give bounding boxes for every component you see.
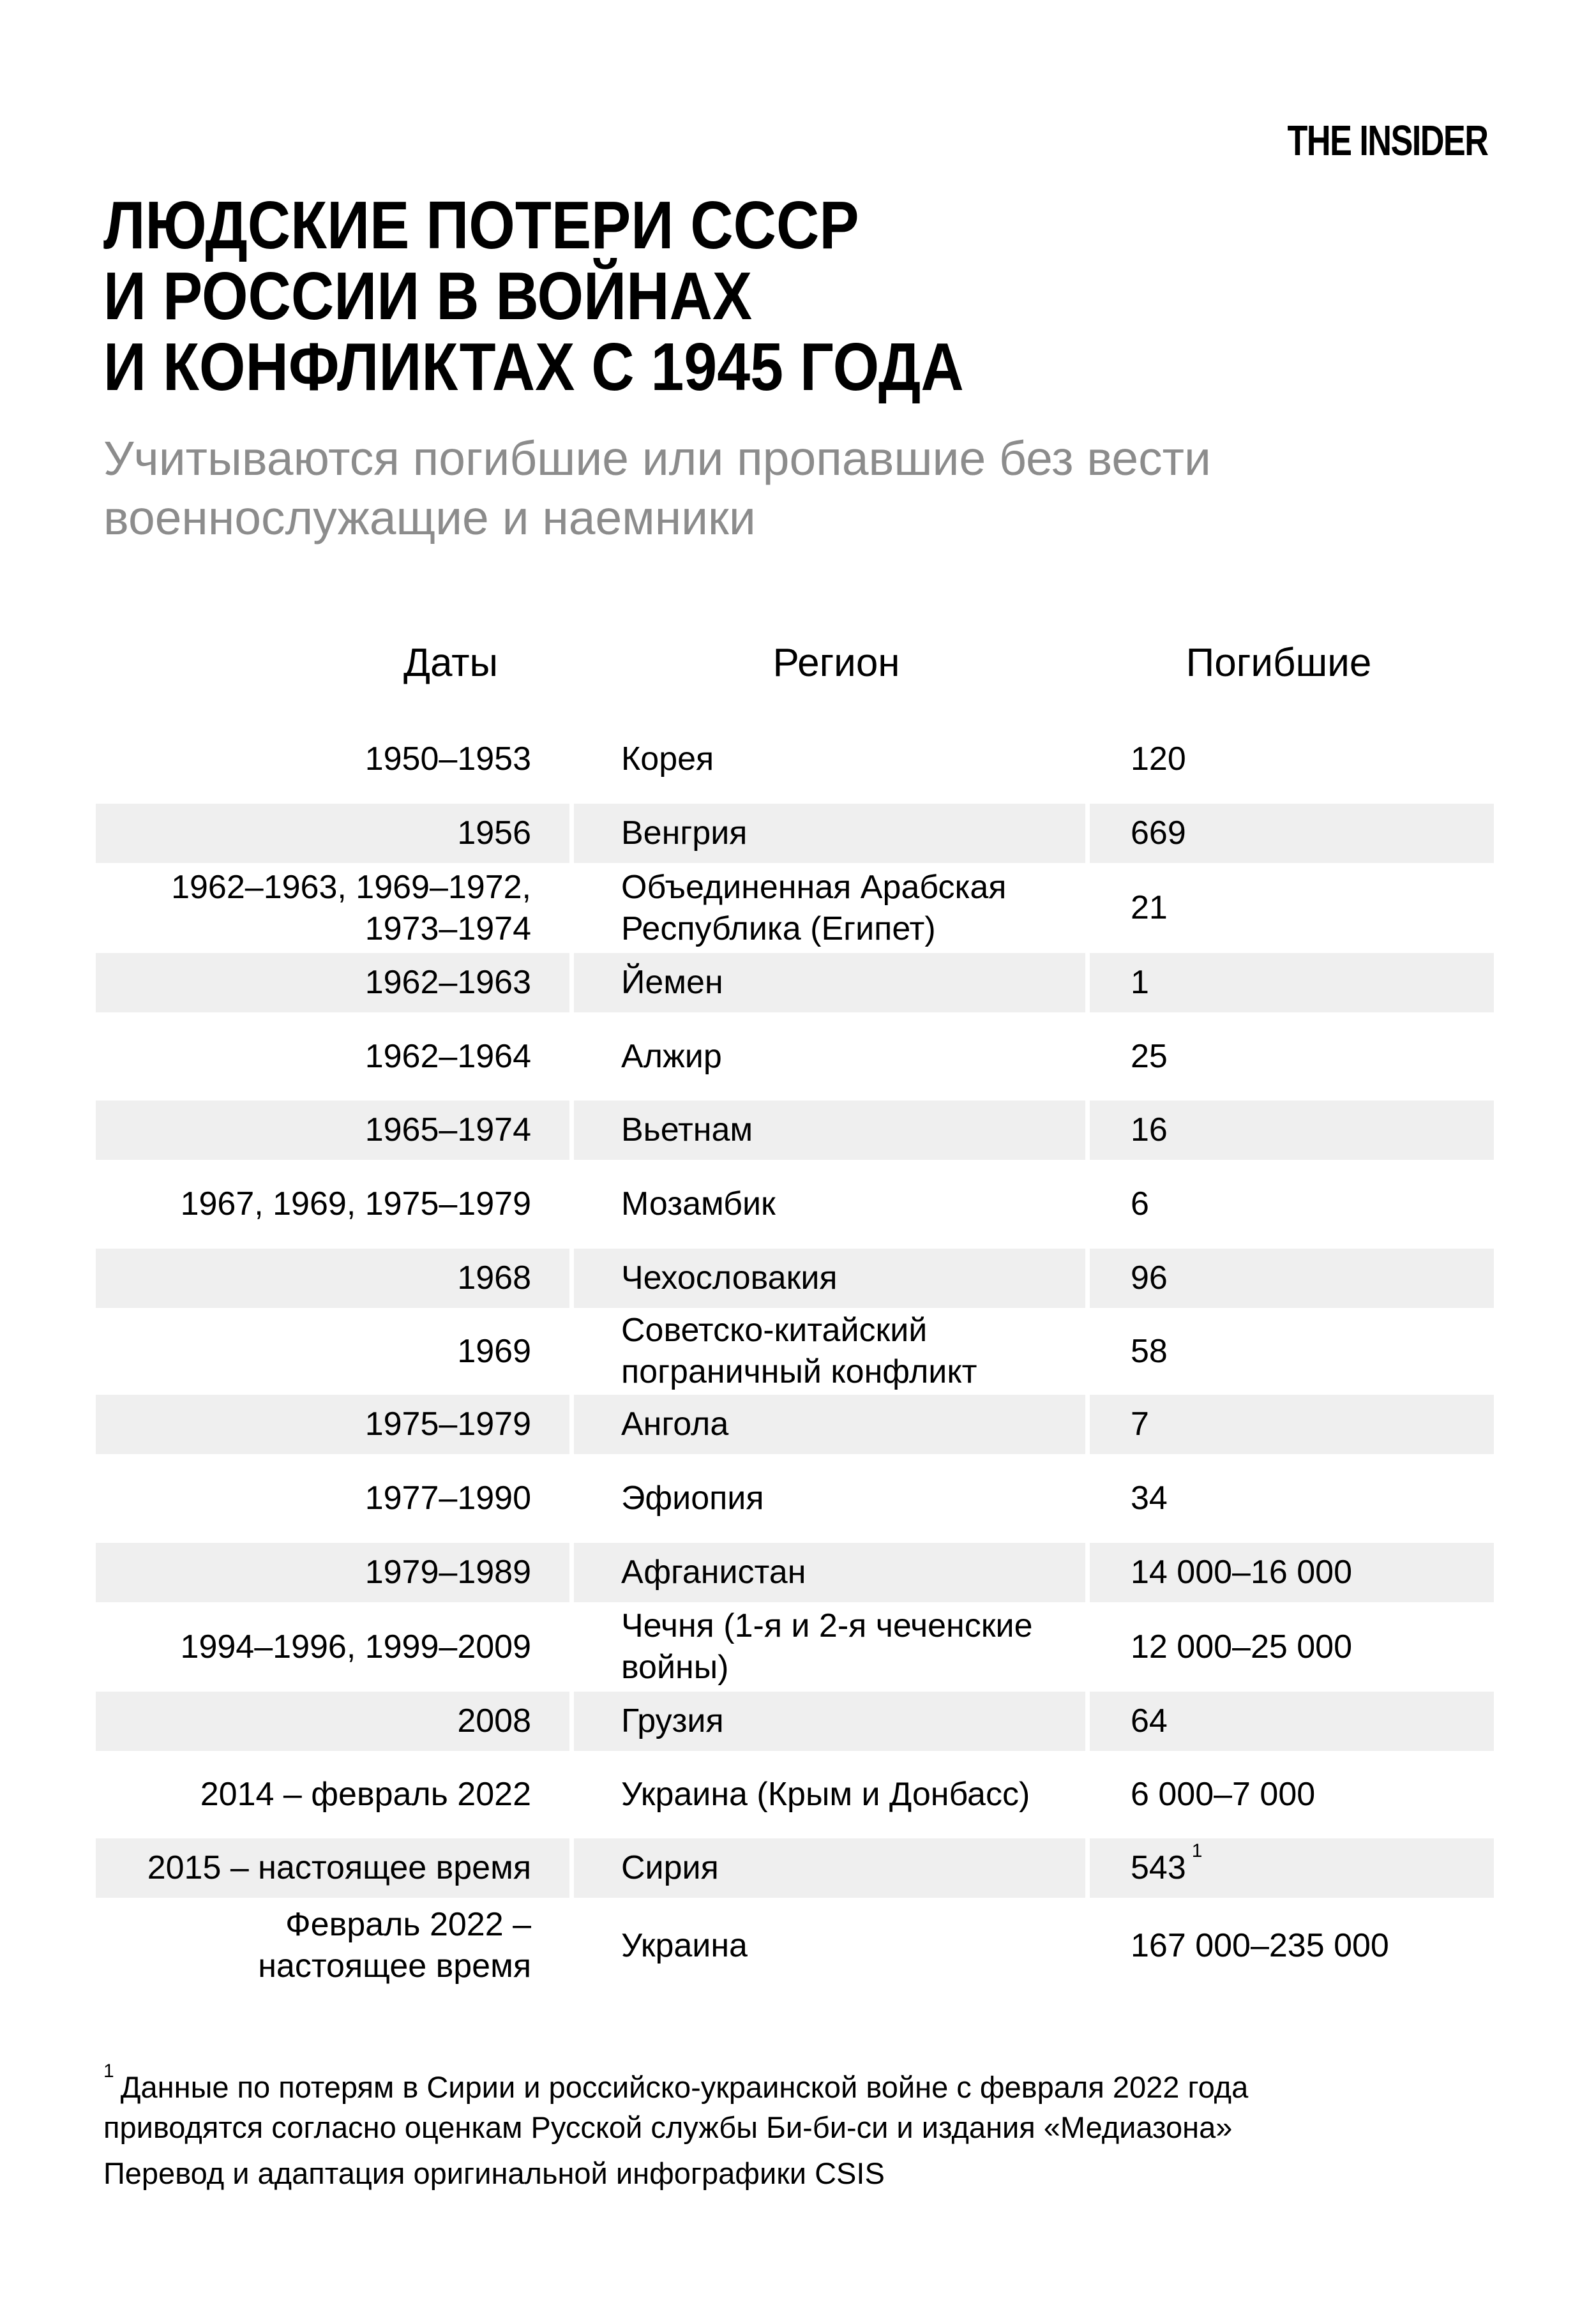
footnote-line-2: приводятся согласно оценкам Русской службы Би-би-си и издания «Медиазона» [103,2110,1233,2144]
region-value: Афганистан [621,1554,806,1591]
dates-cell [96,1249,569,1308]
table-row [96,715,1494,804]
deaths-cell [1090,1308,1494,1395]
table-row [96,804,1494,863]
region-value: Сирия [621,1849,719,1886]
table-row [96,1751,1494,1838]
dates-value: 1979–1989 [365,1554,531,1591]
table-row [96,1838,1494,1898]
region-cell [574,1602,1085,1692]
deaths-value: 21 [1131,889,1168,926]
column-header-region: Регион [772,641,900,685]
region-cell [574,1692,1085,1751]
dates-value: 1962–1964 [365,1037,531,1075]
deaths-cell [1090,715,1494,804]
dates-value: 1994–1996, 1999–2009 [180,1628,531,1665]
dates-cell [96,1751,569,1838]
region-value: Украина (Крым и Донбасс) [621,1776,1030,1813]
credit-line: Перевод и адаптация оригинальной инфографики CSIS [103,2156,885,2190]
dates-cell [96,1602,569,1692]
table-row [96,1898,1494,1994]
deaths-value: 6 000–7 000 [1131,1776,1316,1813]
dates-value: 1965–1974 [365,1111,531,1148]
dates-cell [96,715,569,804]
table-row [96,1543,1494,1602]
title-line-1: ЛЮДСКИЕ ПОТЕРИ СССР [103,188,859,263]
page-title [103,190,964,403]
region-value: Грузия [621,1702,724,1739]
deaths-value: 543 $^1$ [1131,1840,1203,1886]
dates-value: 1962–1963, 1969–1972, 1973–1974 [171,868,531,947]
dates-cell [96,1308,569,1395]
region-value: Советско-китайский пограничный конфликт [621,1312,977,1390]
deaths-cell [1090,1602,1494,1692]
title-line-3: И КОНФЛИКТАХ С 1945 ГОДА [103,329,964,405]
column-header-dates: Даты [403,641,499,685]
dates-value: 1950–1953 [365,740,531,777]
subtitle-line-2: военнослужащие и наемники [103,491,756,544]
region-cell [574,1100,1085,1160]
dates-value: 2015 – настоящее время [147,1849,531,1886]
region-cell [574,1249,1085,1308]
dates-cell [96,953,569,1012]
dates-value: 1975–1979 [365,1406,531,1443]
title-line-2: И РОССИИ В ВОЙНАХ [103,259,753,334]
table-row [96,1692,1494,1751]
region-cell [574,1308,1085,1395]
region-cell [574,715,1085,804]
dates-value: 1962–1963 [365,964,531,1001]
region-value: Алжир [621,1037,722,1075]
region-cell [574,863,1085,953]
region-value: Вьетнам [621,1111,753,1148]
table-row [96,1012,1494,1100]
deaths-cell [1090,1249,1494,1308]
deaths-value: 58 [1131,1332,1168,1370]
dates-cell [96,1100,569,1160]
publisher-logo: THE INSIDER [1287,117,1487,165]
table-row [96,953,1494,1012]
region-cell [574,1543,1085,1602]
region-value: Украина [621,1926,748,1964]
dates-value: 1956 [457,815,531,852]
table-row [96,1100,1494,1160]
footnote [103,2061,1249,2193]
region-cell [574,1454,1085,1543]
region-cell [574,1395,1085,1454]
deaths-cell [1090,1898,1494,1994]
dates-value: 1969 [457,1332,531,1370]
table-row [96,1308,1494,1395]
region-value: Мозамбик [621,1185,776,1222]
dates-cell [96,1395,569,1454]
table-row [96,1160,1494,1249]
deaths-cell [1090,1751,1494,1838]
region-value: Чехословакия [621,1259,838,1296]
deaths-cell [1090,1454,1494,1543]
dates-cell [96,804,569,863]
region-cell [574,953,1085,1012]
deaths-cell [1090,1692,1494,1751]
deaths-value: 167 000–235 000 [1131,1926,1389,1964]
region-value: Корея [621,740,714,777]
region-value: Йемен [621,964,723,1001]
deaths-cell [1090,1160,1494,1249]
dates-cell [96,1543,569,1602]
deaths-value: 6 [1131,1185,1149,1222]
column-header-deaths: Погибшие [1186,641,1372,685]
dates-cell [96,1692,569,1751]
deaths-value: 16 [1131,1111,1168,1148]
subtitle-line-1: Учитываются погибшие или пропавшие без вести [103,432,1211,485]
deaths-cell [1090,1395,1494,1454]
footnote-marker: 1 [103,2061,114,2082]
deaths-value: 1 [1131,964,1149,1001]
table-row [96,1454,1494,1543]
dates-cell [96,1012,569,1100]
deaths-value: 64 [1131,1702,1168,1739]
region-value: Чечня (1-я и 2-я чеченские войны) [621,1607,1033,1686]
region-value: Ангола [621,1406,729,1443]
dates-value: 2008 [457,1702,531,1739]
deaths-cell [1090,1838,1494,1898]
dates-value: 2014 – февраль 2022 [200,1776,531,1813]
deaths-cell [1090,804,1494,863]
dates-cell [96,1838,569,1898]
region-value: Эфиопия [621,1480,764,1517]
dates-cell [96,863,569,953]
deaths-cell [1090,1012,1494,1100]
dates-cell [96,1454,569,1543]
deaths-value: 25 [1131,1037,1168,1075]
region-cell [574,1751,1085,1838]
deaths-value: 34 [1131,1480,1168,1517]
footnote-line-1 [103,2061,1249,2107]
footnote-text-1: Данные по потерям в Сирии и российско-украинской войне с февраля 2022 года [120,2070,1249,2104]
deaths-cell [1090,1543,1494,1602]
deaths-footnote-marker: 1 [1191,1840,1203,1861]
table-row [96,1395,1494,1454]
subtitle [103,429,1211,548]
table-row [96,1602,1494,1692]
dates-value: Февраль 2022 – настоящее время [258,1906,531,1985]
dates-cell [96,1898,569,1994]
region-value: Объединенная Арабская Республика (Египет) [621,868,1007,947]
deaths-cell [1090,863,1494,953]
deaths-value: 96 [1131,1259,1168,1296]
region-value: Венгрия [621,815,748,852]
region-cell [574,804,1085,863]
region-cell [574,1160,1085,1249]
region-cell [574,1012,1085,1100]
deaths-value: 7 [1131,1406,1149,1443]
dates-value: 1968 [457,1259,531,1296]
dates-cell [96,1160,569,1249]
casualties-table [96,715,1494,1994]
table-row [96,1249,1494,1308]
deaths-value: 14 000–16 000 [1131,1554,1353,1591]
deaths-value: 669 [1131,815,1186,852]
table-row [96,863,1494,953]
region-cell [574,1838,1085,1898]
dates-value: 1967, 1969, 1975–1979 [180,1185,531,1222]
dates-value: 1977–1990 [365,1480,531,1517]
deaths-cell [1090,953,1494,1012]
deaths-cell [1090,1100,1494,1160]
deaths-value: 12 000–25 000 [1131,1628,1353,1665]
region-cell [574,1898,1085,1994]
deaths-value: 120 [1131,740,1186,777]
